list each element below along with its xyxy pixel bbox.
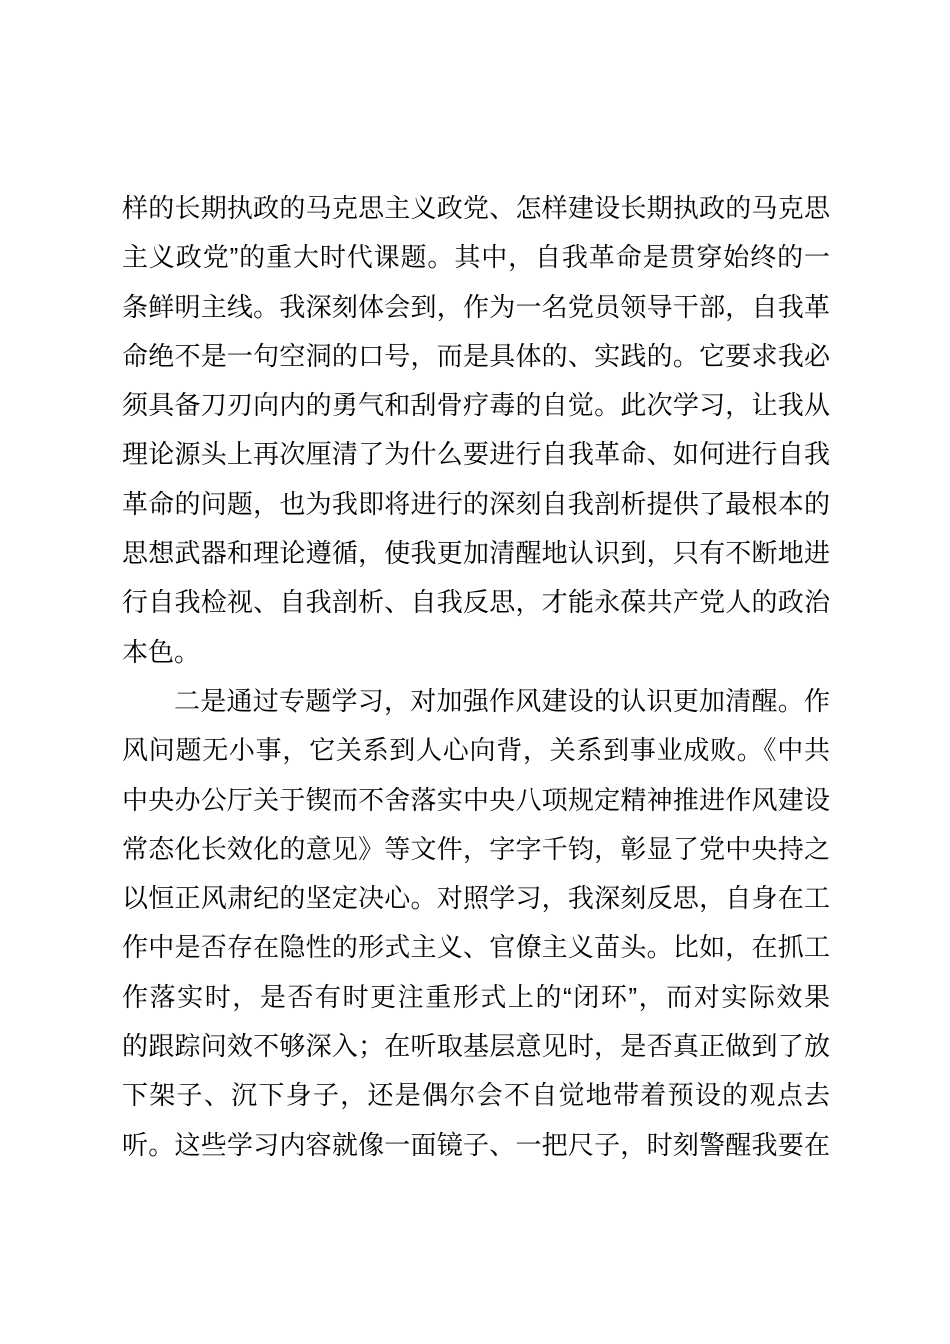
text-block: [122, 184, 830, 1170]
text-line: 须具备刀刃向内的勇气和刮骨疗毒的自觉。此次学习，让我从: [122, 390, 830, 421]
text-line: 命绝不是一句空洞的口号，而是具体的、实践的。它要求我必: [122, 340, 830, 371]
text-line: 行自我检视、自我剖析、自我反思，才能永葆共产党人的政治: [122, 587, 830, 618]
text-line: 革命的问题，也为我即将进行的深刻自我剖析提供了最根本的: [122, 488, 830, 519]
text-line: 中央办公厅关于锲而不舍落实中央八项规定精神推进作风建设: [122, 784, 830, 815]
text-line-paragraph-start: 二是通过专题学习，对加强作风建设的认识更加清醒。作: [174, 685, 830, 716]
text-line: 样的长期执政的马克思主义政党、怎样建设长期执政的马克思: [122, 193, 830, 223]
text-line-paragraph-end: 本色。: [122, 636, 201, 667]
text-line: 下架子、沉下身子，还是偶尔会不自觉地带着预设的观点去: [122, 1080, 830, 1111]
text-line: 常态化长效化的意见》等文件，字字千钧，彰显了党中央持之: [122, 833, 830, 864]
text-line: 风问题无小事，它关系到人心向背，关系到事业成败。《中共: [122, 735, 830, 766]
text-line: 作落实时，是否有时更注重形式上的“闭环”，而对实际效果: [122, 981, 830, 1012]
text-line: 条鲜明主线。我深刻体会到，作为一名党员领导干部，自我革: [122, 291, 830, 322]
text-line: 听。这些学习内容就像一面镜子、一把尺子，时刻警醒我要在: [122, 1129, 830, 1160]
text-line: 理论源头上再次厘清了为什么要进行自我革命、如何进行自我: [122, 439, 830, 470]
text-line: 主义政党”的重大时代课题。其中，自我革命是贯穿始终的一: [122, 242, 830, 273]
text-line: 的跟踪问效不够深入；在听取基层意见时，是否真正做到了放: [122, 1031, 830, 1062]
text-line: 思想武器和理论遵循，使我更加清醒地认识到，只有不断地进: [122, 538, 830, 569]
text-line: 以恒正风肃纪的坚定决心。对照学习，我深刻反思，自身在工: [122, 883, 830, 914]
text-line: 作中是否存在隐性的形式主义、官僚主义苗头。比如，在抓工: [122, 932, 830, 963]
